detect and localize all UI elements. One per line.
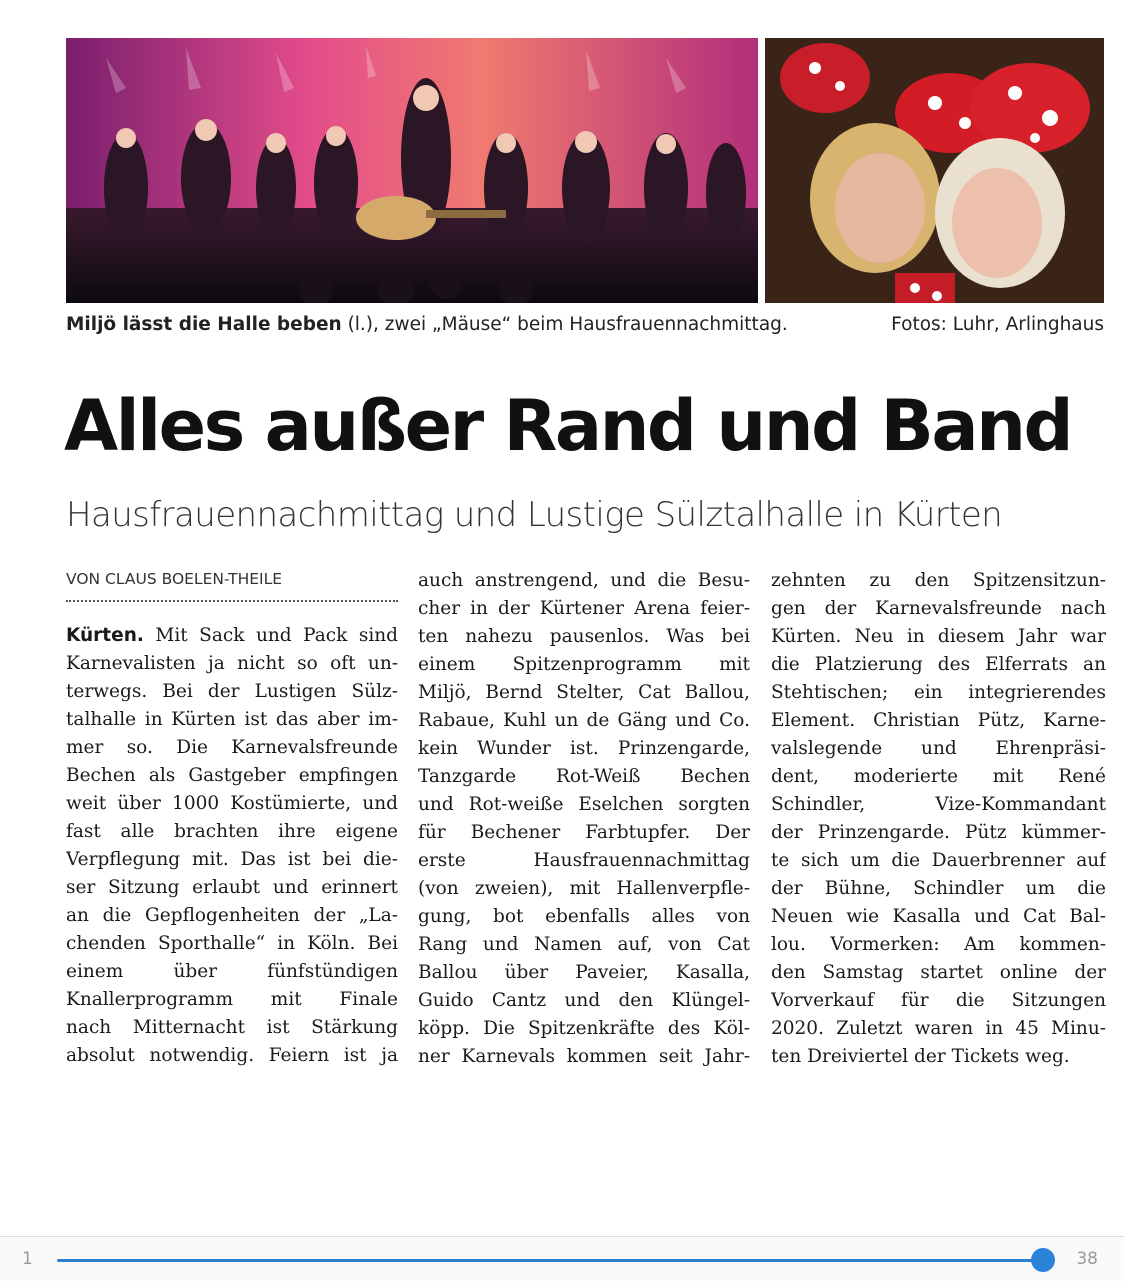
article-column-1 [66,622,398,1070]
page-slider-thumb[interactable] [1031,1248,1055,1272]
page-end-number: 38 [1076,1249,1098,1269]
page-start-number: 1 [22,1249,33,1269]
caption-bold: Miljö lässt die Halle beben [66,314,342,335]
photo-two-mice [765,38,1104,303]
article-line: Knallerprogramm mit Finale [66,989,398,1010]
article-line: für Bechener Farbtupfer. Der [418,822,750,843]
article-column-3 [771,567,1106,1071]
article-first-line [66,622,398,650]
article-line: Neuen wie Kasalla und Cat Bal- [771,906,1106,927]
article-line: einem Spitzenprogramm mit [418,654,750,675]
article-line: gen der Karnevalsfreunde nach [771,598,1106,619]
article-line: den Samstag startet online der [771,962,1106,983]
article-line: talhalle in Kürten ist das aber im- [66,709,398,730]
article-line: erste Hausfrauennachmittag [418,850,750,871]
article-line: cher in der Kürtener Arena feier- [418,598,750,619]
article-line: terwegs. Bei der Lustigen Sülz- [66,681,398,702]
article-line: Vorverkauf für die Sitzungen [771,990,1106,1011]
article-line: der Bühne, Schindler um die [771,878,1106,899]
article-line: Kürten. Neu in diesem Jahr war [771,626,1106,647]
article-line: kein Wunder ist. Prinzengarde, [418,738,750,759]
caption-rest: (l.), zwei „Mäuse“ beim Hausfrauennachmittag. [341,314,788,335]
article-line: ner Karnevals kommen seit Jahr- [418,1046,750,1067]
article-line: Stehtischen; ein integrierendes [771,682,1106,703]
article-line: und Rot-weiße Eselchen sorgten [418,794,750,815]
byline: VON CLAUS BOELEN-THEILE [66,570,398,602]
article-line: ser Sitzung erlaubt und erinnert [66,877,398,898]
article-line: Bechen als Gastgeber empfingen [66,765,398,786]
article-line: te sich um die Dauerbrenner auf [771,850,1106,871]
article-line: (von zweien), mit Hallenverpfle- [418,878,750,899]
article-line: der Prinzengarde. Pütz kümmer- [771,822,1106,843]
page-slider-track[interactable] [57,1259,1044,1262]
article-line: Miljö, Bernd Stelter, Cat Ballou, [418,682,750,703]
article-line: 2020. Zuletzt waren in 45 Minu- [771,1018,1106,1039]
article-line: auch anstrengend, und die Besu- [418,570,750,591]
article-line: Rang und Namen auf, von Cat [418,934,750,955]
article-line: absolut notwendig. Feiern ist ja [66,1045,398,1066]
first-line-text: Mit Sack und Pack sind [143,625,398,646]
two-mice-image [765,38,1104,303]
page-navigator [0,1236,1124,1281]
article-line: chenden Sporthalle“ in Köln. Bei [66,933,398,954]
article-line: Ballou über Paveier, Kasalla, [418,962,750,983]
photo-credit: Fotos: Luhr, Arlinghaus [891,314,1104,335]
article-line: weit über 1000 Kostümierte, und [66,793,398,814]
article-line: dent, moderierte mit René [771,766,1106,787]
article-line: fast alle brachten ihre eigene [66,821,398,842]
stage-band-image [66,38,758,303]
article-line: die Platzierung des Elferrats an [771,654,1106,675]
photo-caption [66,314,1104,335]
article-line: Element. Christian Pütz, Karne- [771,710,1106,731]
article-line: Schindler, Vize-Kommandant [771,794,1106,815]
article-line: ten nahezu pausenlos. Was bei [418,626,750,647]
subheadline: Hausfrauennachmittag und Lustige Sülztalhalle in Kürten [66,495,1003,535]
photo-stage-band [66,38,758,303]
dateline: Kürten. [66,625,144,646]
article-line: Karnevalisten ja nicht so oft un- [66,653,398,674]
article-line: mer so. Die Karnevalsfreunde [66,737,398,758]
caption-text [66,314,788,335]
article-line: gung, bot ebenfalls alles von [418,906,750,927]
article-line: zehnten zu den Spitzensitzun- [771,570,1106,591]
article-line: Verpflegung mit. Das ist bei die- [66,849,398,870]
article-line: valslegende und Ehrenpräsi- [771,738,1106,759]
article-line: einem über fünfstündigen [66,961,398,982]
article-line: Guido Cantz und den Klüngel- [418,990,750,1011]
article-column-2 [418,567,750,1071]
article-line: an die Gepflogenheiten der „La- [66,905,398,926]
article-line: Rabaue, Kuhl un de Gäng und Co. [418,710,750,731]
article-line: lou. Vormerken: Am kommen- [771,934,1106,955]
article-line: ten Dreiviertel der Tickets weg. [771,1046,1070,1067]
article-line: köpp. Die Spitzenkräfte des Köl- [418,1018,750,1039]
headline: Alles außer Rand und Band [64,385,1072,467]
article-line: Tanzgarde Rot-Weiß Bechen [418,766,750,787]
article-line: nach Mitternacht ist Stärkung [66,1017,398,1038]
